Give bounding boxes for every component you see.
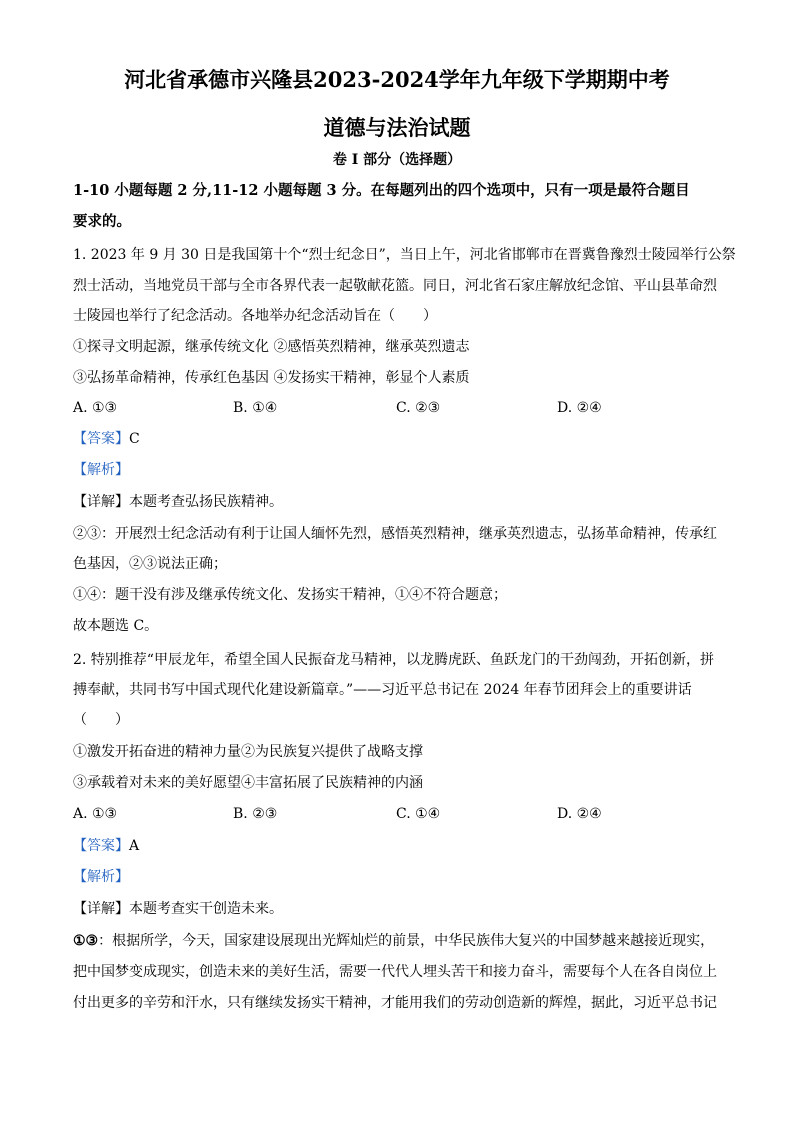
- answer-tag: 【答案】: [73, 838, 129, 854]
- q1-option-a: A. ①③: [73, 400, 118, 416]
- q2-option-a: A. ①③: [73, 806, 118, 822]
- explain-lead: ①③: [73, 933, 99, 949]
- q1-option-b: B. ①④: [233, 400, 278, 416]
- detail-text: 本题考查实干创造未来。: [129, 901, 283, 917]
- q1-explain-line: ②③：开展烈士纪念活动有利于让国人缅怀先烈，感悟英烈精神，继承英烈遗志，弘扬革命精神，传承红: [73, 526, 717, 542]
- answer-tag: 【答案】: [73, 431, 129, 447]
- q2-explain-line: [73, 931, 714, 951]
- q1-statement: ①探寻文明起源，继承传统文化 ②感悟英烈精神，继承英烈遗志: [73, 339, 470, 355]
- q1-option-c: C. ②③: [396, 400, 441, 416]
- q2-stem-line: （ ）: [73, 712, 129, 728]
- q1-stem-line: 士陵园也举行了纪念活动。各地举办纪念活动旨在（ ）: [73, 308, 437, 324]
- q2-detail: [73, 899, 283, 919]
- detail-text: 本题考查弘扬民族精神。: [129, 494, 283, 510]
- q1-detail: [73, 492, 283, 512]
- q2-statement: ③承载着对未来的美好愿望④丰富拓展了民族精神的内涵: [73, 775, 423, 791]
- q2-analysis-heading: [73, 867, 129, 887]
- instruction-line-1: 1-10 小题每题 2 分,11-12 小题每题 3 分。在每题列出的四个选项中，只有一项是最符合题目: [73, 182, 690, 199]
- q1-analysis-heading: [73, 460, 129, 480]
- q2-option-b: B. ②③: [233, 806, 278, 822]
- q1-stem-line: 1. 2023 年 9 月 30 日是我国第十个“烈士纪念日”，当日上午，河北省邯郸市在晋冀鲁豫烈士陵园举行公祭: [73, 247, 736, 263]
- exam-title: 河北省承德市兴隆县2023-2024学年九年级下学期期中考: [124, 67, 670, 92]
- q1-statement: ③弘扬革命精神，传承红色基因 ④发扬实干精神，彰显个人素质: [73, 370, 470, 386]
- q2-explain-line: 付出更多的辛劳和汗水，只有继续发扬实干精神，才能用我们的劳动创造新的辉煌，据此，习近平总书记: [73, 995, 717, 1011]
- answer-value: C: [129, 431, 140, 447]
- analysis-tag: 【解析】: [73, 869, 129, 885]
- section-heading: 卷 I 部分（选择题）: [332, 152, 462, 168]
- q1-stem-line: 烈士活动，当地党员干部与全市各界代表一起敬献花篮。同日，河北省石家庄解放纪念馆、平山县革命烈: [73, 278, 717, 294]
- q2-answer: [73, 836, 139, 856]
- q2-stem-line: 2. 特别推荐“甲辰龙年，希望全国人民振奋龙马精神，以龙腾虎跃、鱼跃龙门的干劲闯劲，开拓创新，拼: [73, 652, 714, 668]
- detail-tag: 【详解】: [73, 494, 129, 510]
- instruction-line-2: 要求的。: [73, 213, 131, 230]
- q2-stem-line: 搏奉献，共同书写中国式现代化建设新篇章。”——习近平总书记在 2024 年春节团拜会上的重要讲话: [73, 682, 692, 698]
- q1-answer: [73, 429, 140, 449]
- q1-explain-line: 故本题选 C。: [73, 618, 159, 634]
- exam-subject: 道德与法治试题: [323, 115, 471, 140]
- detail-tag: 【详解】: [73, 901, 129, 917]
- q1-explain-line: 色基因，②③说法正确；: [73, 556, 227, 572]
- answer-value: A: [129, 838, 140, 854]
- q1-option-d: D. ②④: [557, 400, 602, 416]
- explain-text: ：根据所学，今天，国家建设展现出光辉灿烂的前景，中华民族伟大复兴的中国梦越来越接近现实，: [98, 933, 715, 949]
- analysis-tag: 【解析】: [73, 462, 129, 478]
- q2-option-c: C. ①④: [396, 806, 441, 822]
- q1-explain-line: ①④：题干没有涉及继承传统文化、发扬实干精神，①④不符合题意；: [73, 587, 507, 603]
- q2-statement: ①激发开拓奋进的精神力量②为民族复兴提供了战略支撑: [73, 744, 423, 760]
- q2-option-d: D. ②④: [557, 806, 602, 822]
- q2-explain-line: 把中国梦变成现实，创造未来的美好生活，需要一代代人埋头苦干和接力奋斗，需要每个人在各自岗位上: [73, 964, 717, 980]
